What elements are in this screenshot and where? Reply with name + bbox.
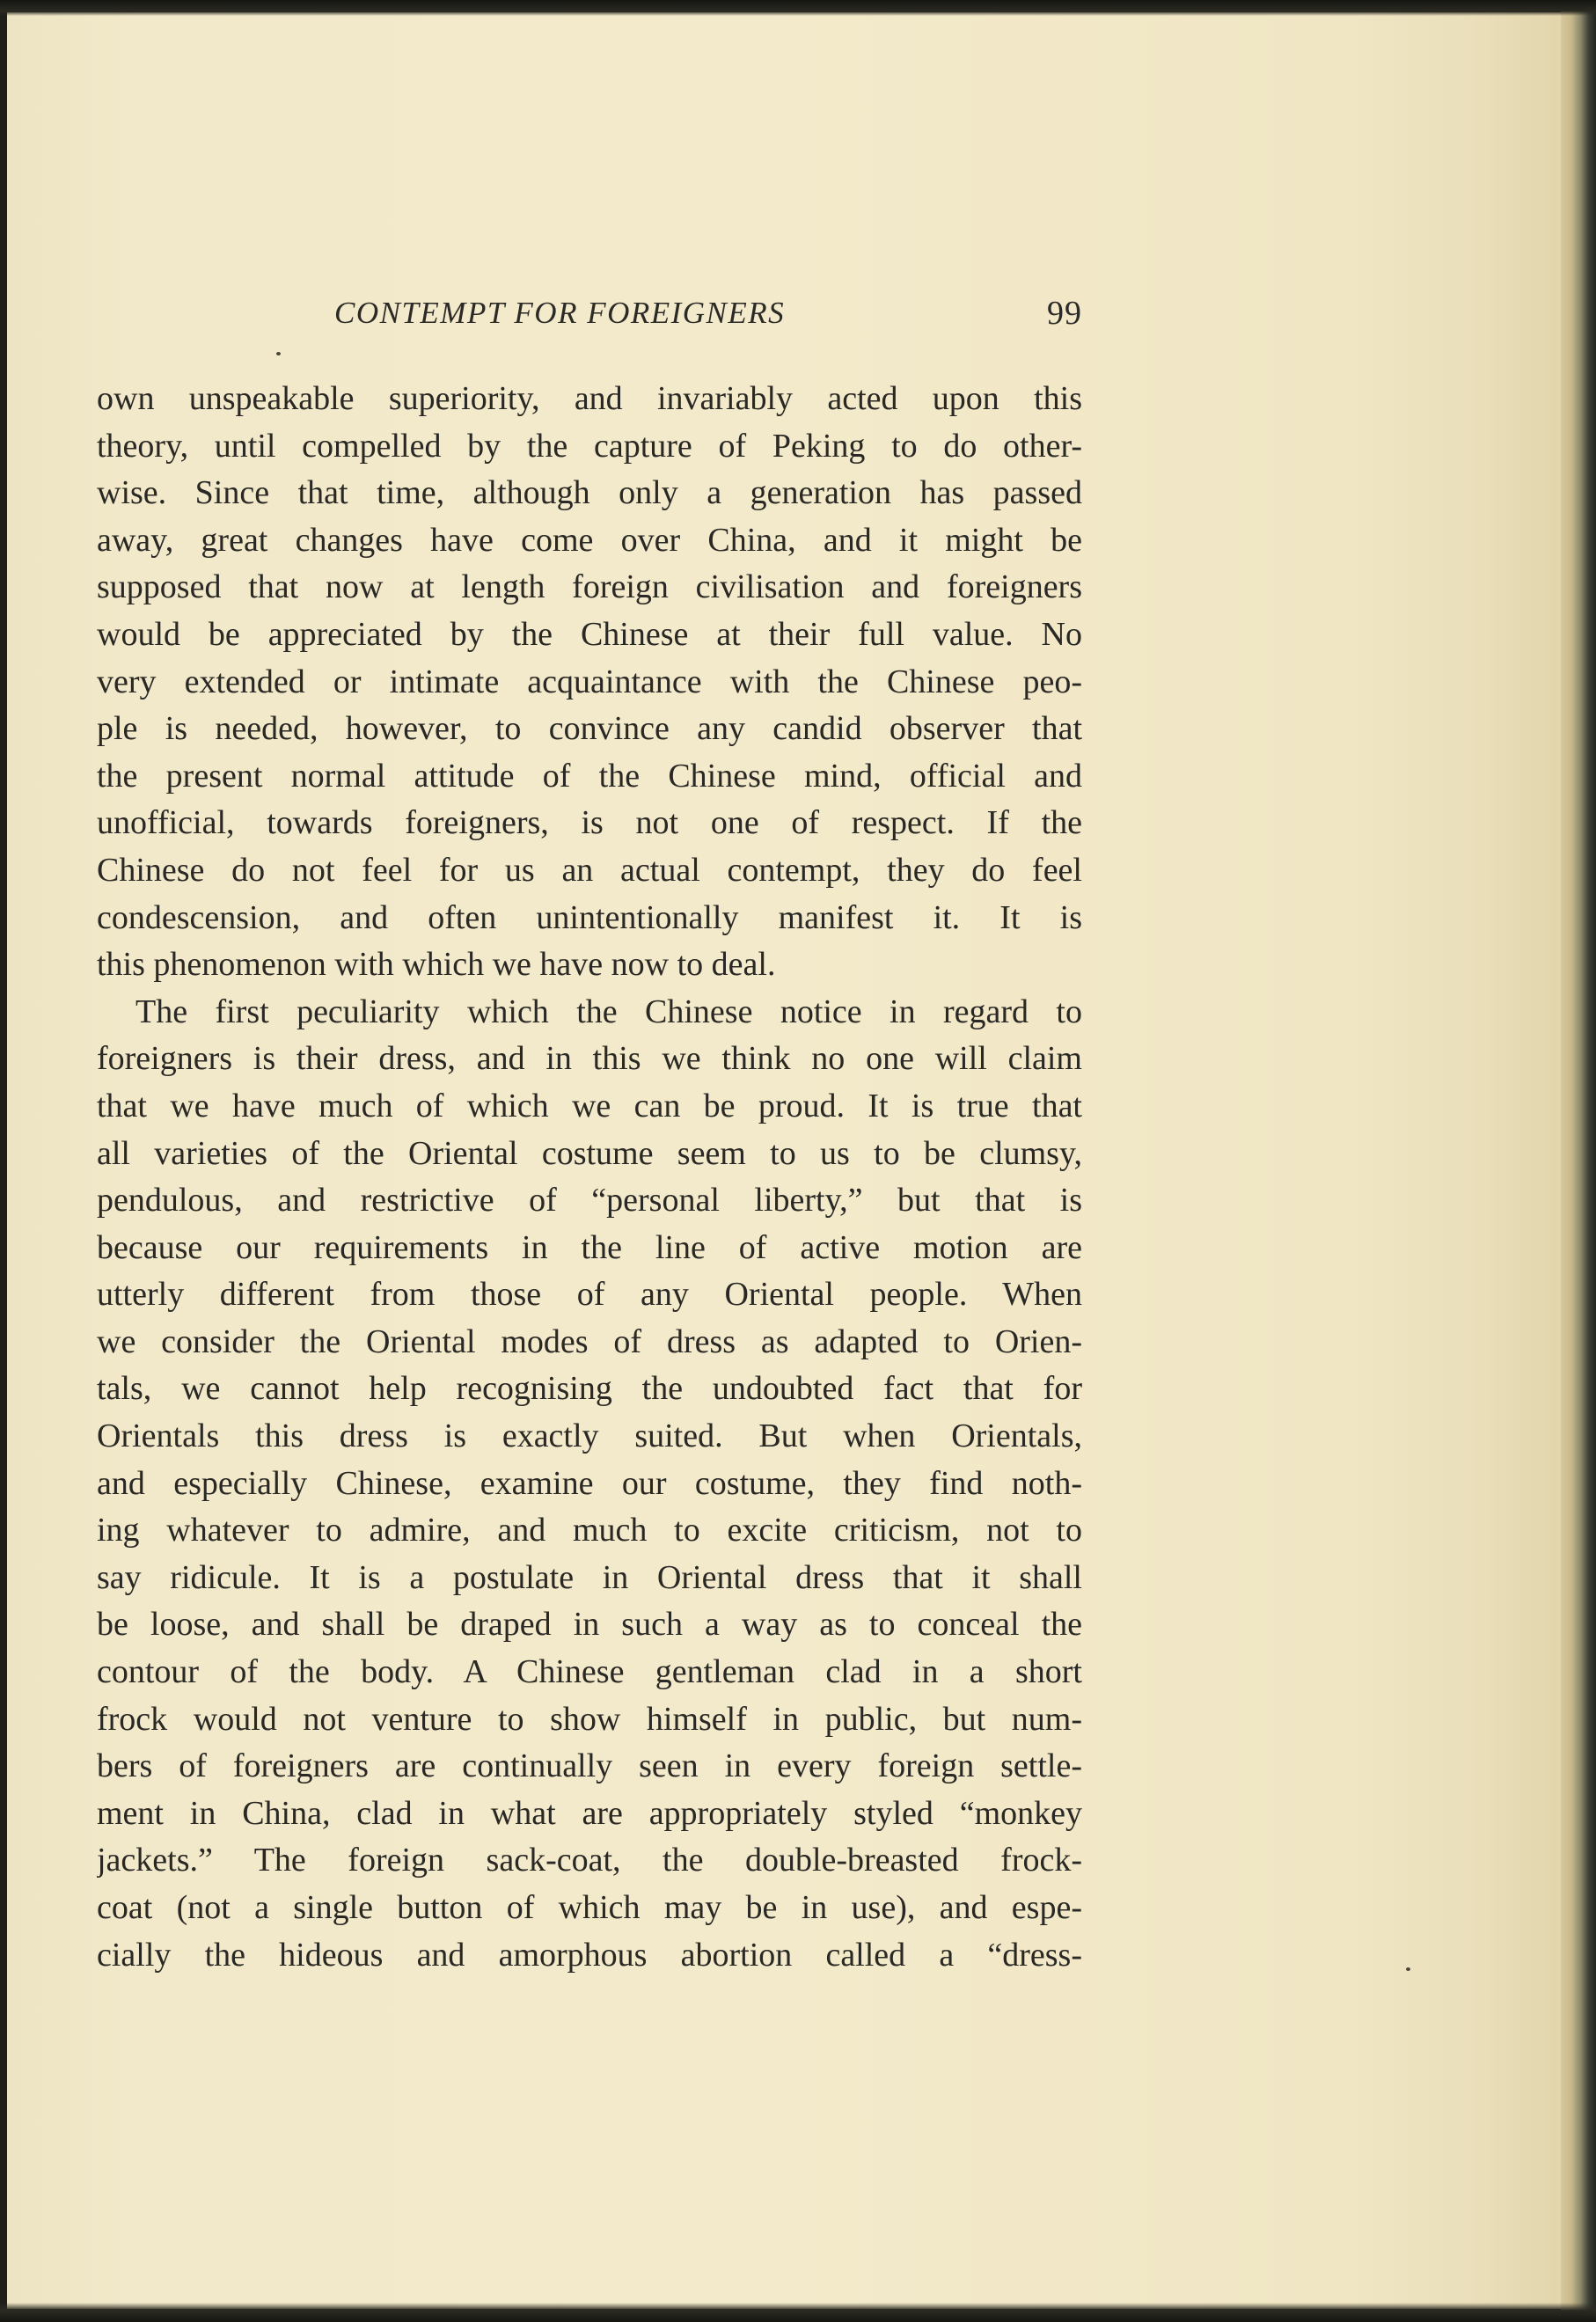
text-line: very extended or intimate acquaintance with the Chinese peo- [97,663,1082,700]
text-line: frock would not venture to show himself in public, but num- [97,1700,1082,1738]
text-line: bers of foreigners are continually seen in every foreign settle- [97,1747,1082,1785]
text-line: because our requirements in the line of active motion are [97,1228,1082,1266]
body-text [97,376,1082,1979]
scan-bottom-border [0,2303,1596,2322]
text-line: ment in China, clad in what are appropriately styled “monkey [97,1794,1082,1832]
text-line: ing whatever to admire, and much to excite criticism, not to [97,1512,1082,1549]
text-line: all varieties of the Oriental costume seem to us to be clumsy, [97,1134,1082,1172]
text-line: jackets.” The foreign sack-coat, the double-breasted frock- [97,1842,1082,1879]
text-line: foreigners is their dress, and in this we think no one will claim [97,1040,1082,1078]
text-line: contour of the body. A Chinese gentleman clad in a short [97,1653,1082,1691]
text-line: and especially Chinese, examine our costume, they find noth- [97,1464,1082,1502]
paragraph-first-line: The first peculiarity which the Chinese notice in regard to [135,993,1082,1030]
ink-speck [1406,1967,1410,1971]
text-line: be loose, and shall be draped in such a way as to conceal the [97,1606,1082,1644]
text-line: tals, we cannot help recognising the undoubted fact that for [97,1370,1082,1408]
text-line: unofficial, towards foreigners, is not one of respect. If the [97,804,1082,842]
text-line: coat (not a single button of which may be in use), and espe- [97,1889,1082,1926]
text-line: we consider the Oriental modes of dress as adapted to Orien- [97,1322,1082,1360]
text-line: supposed that now at length foreign civilisation and foreigners [97,568,1082,606]
text-line: cially the hideous and amorphous abortion called a “dress- [97,1936,1082,1974]
text-line: say ridicule. It is a postulate in Oriental dress that it shall [97,1558,1082,1596]
paragraph-last-line: this phenomenon with which we have now to deal. [97,946,776,984]
text-line: the present normal attitude of the Chinese mind, official and [97,757,1082,795]
text-line: theory, until compelled by the capture of Peking to do other- [97,427,1082,465]
text-line: that we have much of which we can be proud. It is true that [97,1087,1082,1124]
text-line: Orientals this dress is exactly suited. But when Orientals, [97,1417,1082,1455]
text-line: pendulous, and restrictive of “personal liberty,” but that is [97,1182,1082,1220]
text-line: away, great changes have come over China, and it might be [97,521,1082,559]
running-head [97,296,1082,340]
scan-top-border [0,0,1596,16]
ink-speck [276,352,281,355]
running-title: CONTEMPT FOR FOREIGNERS [334,296,786,330]
text-line: would be appreciated by the Chinese at their full value. No [97,615,1082,653]
page-number: 99 [1047,295,1082,332]
text-line: utterly different from those of any Oriental people. When [97,1276,1082,1314]
text-line: Chinese do not feel for us an actual contempt, they do feel [97,851,1082,889]
text-line: condescension, and often unintentionally manifest it. It is [97,898,1082,936]
text-line: wise. Since that time, although only a generation has passed [97,474,1082,512]
book-edge [1561,0,1596,2322]
text-line: own unspeakable superiority, and invariably acted upon this [97,380,1082,417]
text-line: ple is needed, however, to convince any candid observer that [97,710,1082,748]
